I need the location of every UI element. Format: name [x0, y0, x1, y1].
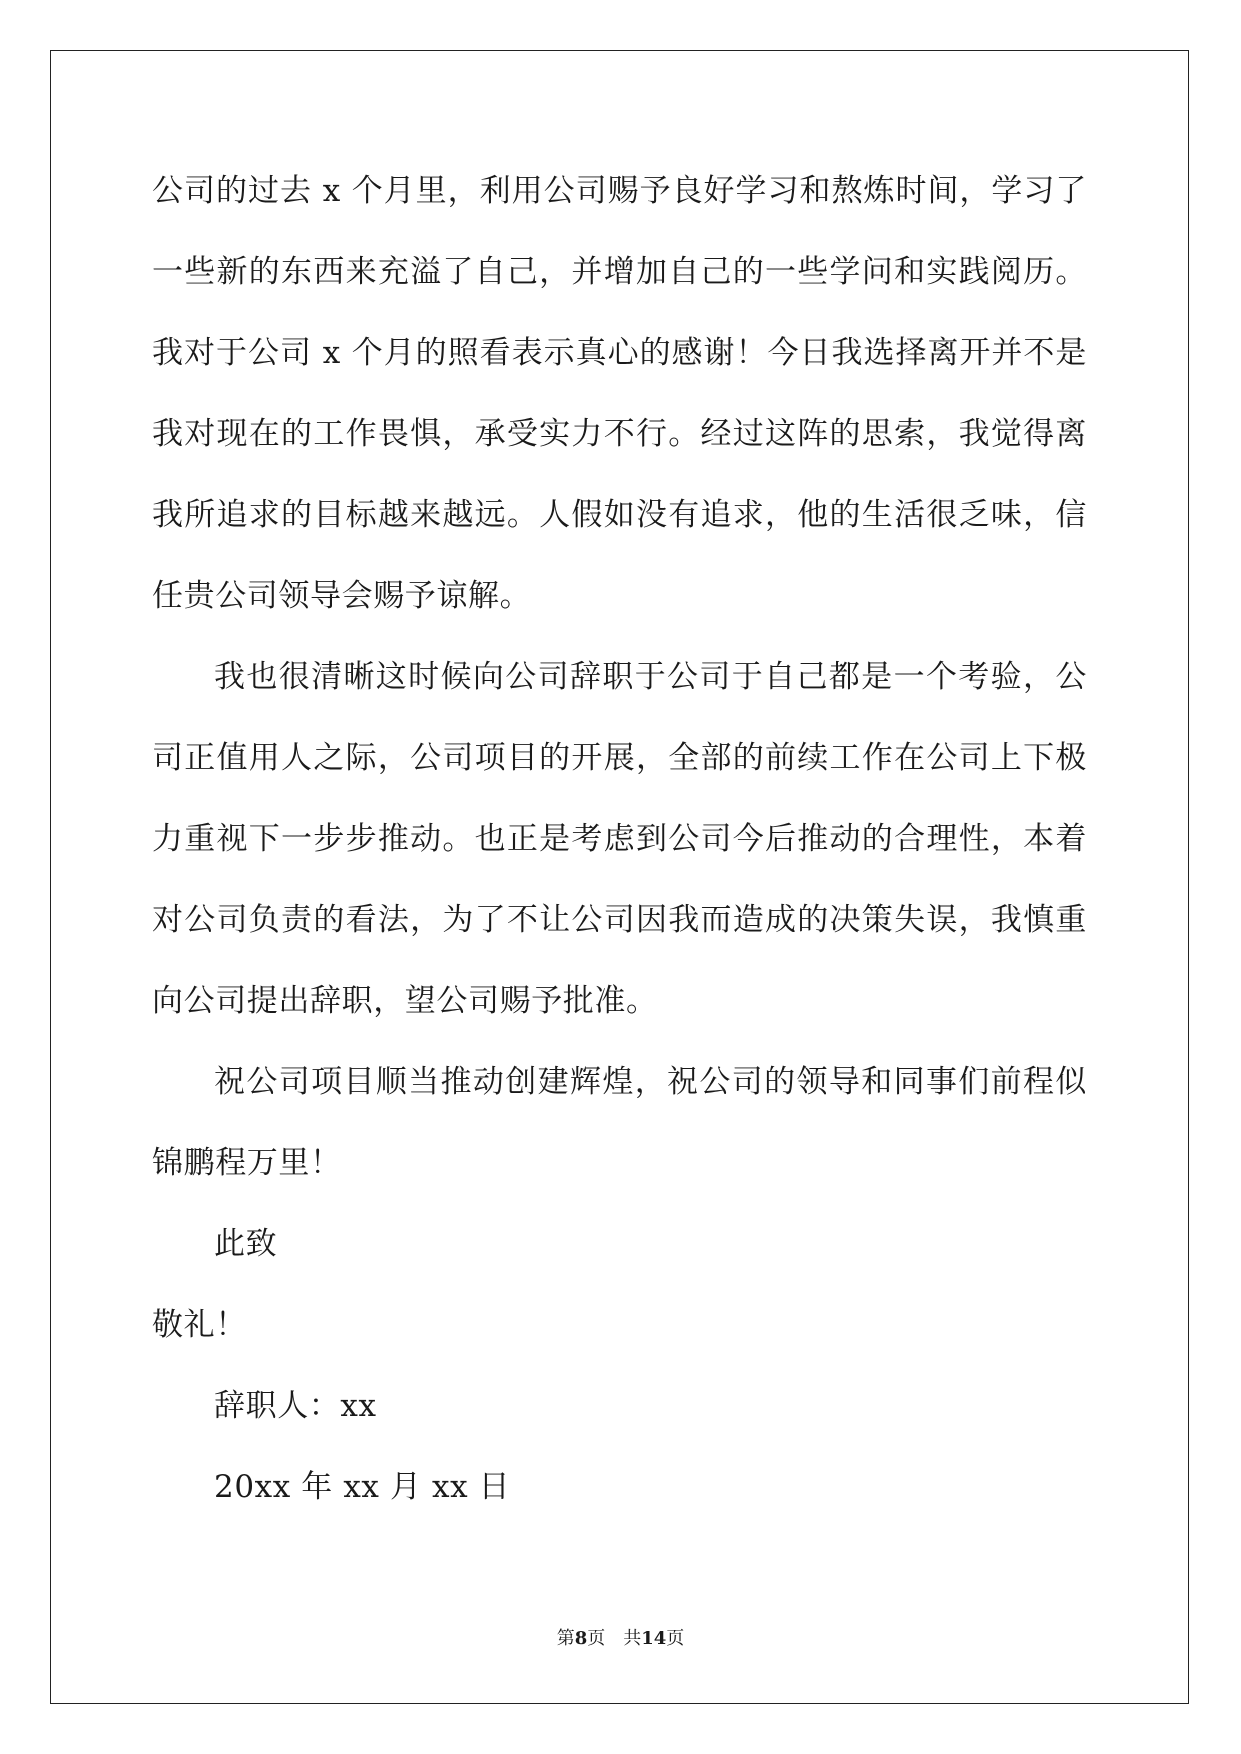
paragraph-gratitude: 公司的过去 x 个月里，利用公司赐予良好学习和熬炼时间，学习了一些新的东西来充溢了自己，并增加自己的一些学问和实践阅历。我对于公司 x 个月的照看表示真心的感谢！今日我选择离开并不是我对现在的工作畏惧，承受实力不行。经过这阵的思索，我觉得离我所追求的目标越来越远。人假如没有追求，他的生活很乏味，信任贵公司领导会赐予谅解。 [152, 173, 1087, 614]
current-page-number: 8 [574, 1628, 588, 1649]
signature-line: 辞职人：xx [214, 1388, 377, 1424]
paragraph-resignation-reason: 我也很清晰这时候向公司辞职于公司于自己都是一个考验，公司正值用人之际，公司项目的开展，全部的前续工作在公司上下极力重视下一步步推动。也正是考虑到公司今后推动的合理性，本着对公司负责的看法，为了不让公司因我而造成的决策失误，我慎重向公司提出辞职，望公司赐予批准。 [152, 659, 1087, 1019]
total-page-number: 14 [641, 1628, 667, 1649]
paragraph-wishes: 祝公司项目顺当推动创建辉煌，祝公司的领导和同事们前程似锦鹏程万里！ [152, 1064, 1087, 1181]
page-prefix: 第 [556, 1628, 575, 1649]
closing-regards: 敬礼！ [152, 1307, 247, 1343]
page-suffix: 页 [666, 1628, 685, 1649]
page-mid-text: 页 共 [587, 1628, 642, 1649]
page-footer [0, 1627, 1241, 1651]
closing-salutation: 此致 [214, 1226, 278, 1262]
letter-body [152, 151, 1087, 1528]
date-line: 20xx 年 xx 月 xx 日 [214, 1469, 511, 1505]
